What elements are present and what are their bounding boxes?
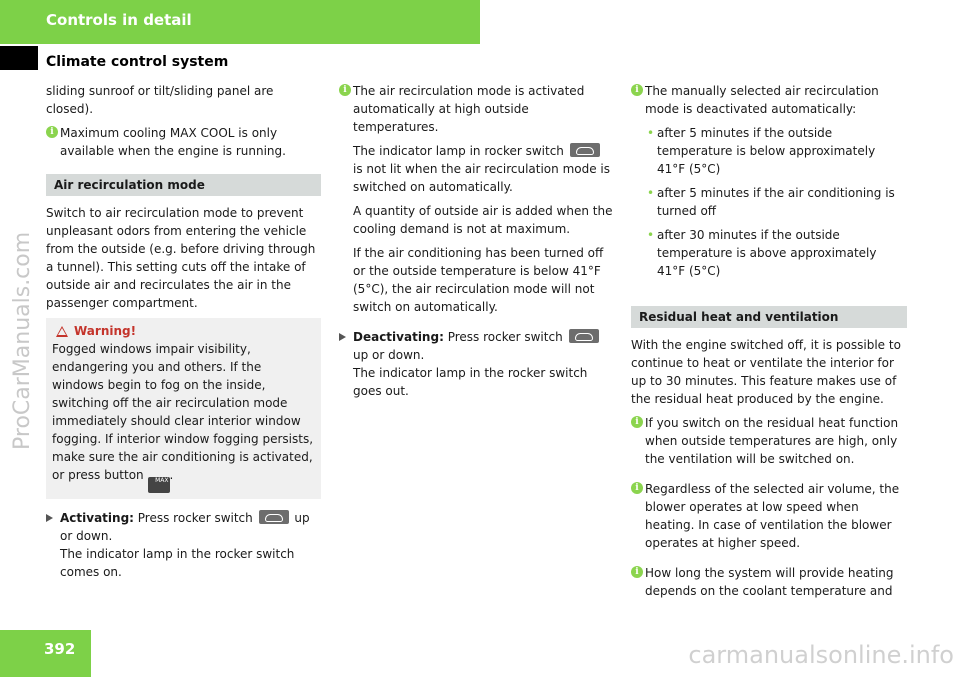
column-3 <box>631 82 907 606</box>
recirculation-switch-icon <box>259 510 289 524</box>
list-item: • after 30 minutes if the outside temperature is above approximately 41°F (5°C) <box>645 226 907 280</box>
info-note <box>631 414 907 468</box>
info-text-part: The indicator lamp in rocker switch <box>353 144 564 158</box>
info-icon: i <box>631 482 643 494</box>
warning-header <box>52 322 315 340</box>
step-arrow-icon <box>46 514 53 522</box>
info-note <box>46 124 321 160</box>
bullet-list <box>631 124 907 280</box>
section-band-residual-heat: Residual heat and ventilation <box>631 306 907 328</box>
step-text: The indicator lamp in the rocker switch comes on. <box>60 547 295 579</box>
info-text: How long the system will provide heating depends on the coolant temperature and <box>645 566 894 598</box>
warning-box <box>46 318 321 499</box>
body-text: Switch to air recirculation mode to prevent unpleasant odors from entering the vehicle from the outside (e.g. before driving through a tunnel). This setting cuts off the intake of outside air and recirculates the air in the passenger compartment. <box>46 206 316 310</box>
info-text: A quantity of outside air is added when the cooling demand is not at maximum. <box>353 204 613 236</box>
section-marker <box>0 46 38 70</box>
list-item: • after 5 minutes if the air conditioning is turned off <box>645 184 907 220</box>
info-note <box>631 82 907 118</box>
info-note <box>631 564 907 600</box>
step-text: The indicator lamp in the rocker switch goes out. <box>353 366 588 398</box>
step-text: up or down. <box>353 348 425 362</box>
chapter-title: Controls in detail <box>46 11 192 29</box>
step-text: Press rocker switch <box>447 330 563 344</box>
info-note <box>631 480 907 552</box>
warning-tail: . <box>169 468 174 482</box>
info-text: Maximum cooling MAX COOL is only available when the engine is running. <box>60 126 286 158</box>
step-label: Deactivating: <box>353 330 444 344</box>
step-activating <box>46 509 321 581</box>
recirculation-switch-icon <box>569 329 599 343</box>
column-1 <box>46 82 321 587</box>
info-icon: i <box>631 416 643 428</box>
max-cool-button-icon: MAX <box>148 477 170 493</box>
info-icon: i <box>46 126 58 138</box>
section-band-air-recirculation: Air recirculation mode <box>46 174 321 196</box>
step-label: Activating: <box>60 511 134 525</box>
info-icon: i <box>631 84 643 96</box>
info-note <box>339 82 615 316</box>
column-2 <box>339 82 615 406</box>
step-text: up or down. <box>60 511 310 543</box>
watermark-left: ProCarManuals.com <box>10 231 35 450</box>
section-title: Climate control system <box>46 54 229 70</box>
warning-text <box>52 340 315 493</box>
warning-triangle-icon <box>56 326 68 337</box>
info-text: If the air conditioning has been turned off or the outside temperature is below 41°F (5°C), the air recirculation mode will not switch on automatically. <box>353 246 604 314</box>
step-arrow-icon <box>339 333 346 341</box>
list-item: • after 5 minutes if the outside temperature is below approximately 41°F (5°C) <box>645 124 907 178</box>
step-text: Press rocker switch <box>137 511 253 525</box>
info-text: The air recirculation mode is activated automatically at high outside temperatures. <box>353 84 585 134</box>
page-number: 392 <box>44 640 76 658</box>
recirculation-switch-icon <box>570 143 600 157</box>
info-icon: i <box>631 566 643 578</box>
step-deactivating <box>339 328 615 400</box>
info-text: If you switch on the residual heat function when outside temperatures are high, only the ventilation will be switched on. <box>645 416 899 466</box>
info-icon: i <box>339 84 351 96</box>
warning-body: Fogged windows impair visibility, endangering you and others. If the windows begin to fog on the inside, switching off the air recirculation mode immediately should clear interior window fogging. If interior window fogging persists, make sure the air conditioning is activated, or press button <box>52 342 314 482</box>
intro-text: sliding sunroof or tilt/sliding panel are closed). <box>46 84 274 116</box>
info-text: The manually selected air recirculation mode is deactivated automatically: <box>645 84 879 116</box>
info-text: Regardless of the selected air volume, the blower operates at low speed when heating. In case of ventilation the blower operates at higher speed. <box>645 482 900 550</box>
warning-title: Warning! <box>74 324 137 338</box>
info-text <box>353 142 615 196</box>
body-text: With the engine switched off, it is possible to continue to heat or ventilate the interior for up to 30 minutes. This feature makes use of the residual heat produced by the engine. <box>631 338 901 406</box>
info-text-part: is not lit when the air recirculation mode is switched on automatically. <box>353 162 610 194</box>
watermark-bottom: carmanualsonline.info <box>688 641 954 669</box>
